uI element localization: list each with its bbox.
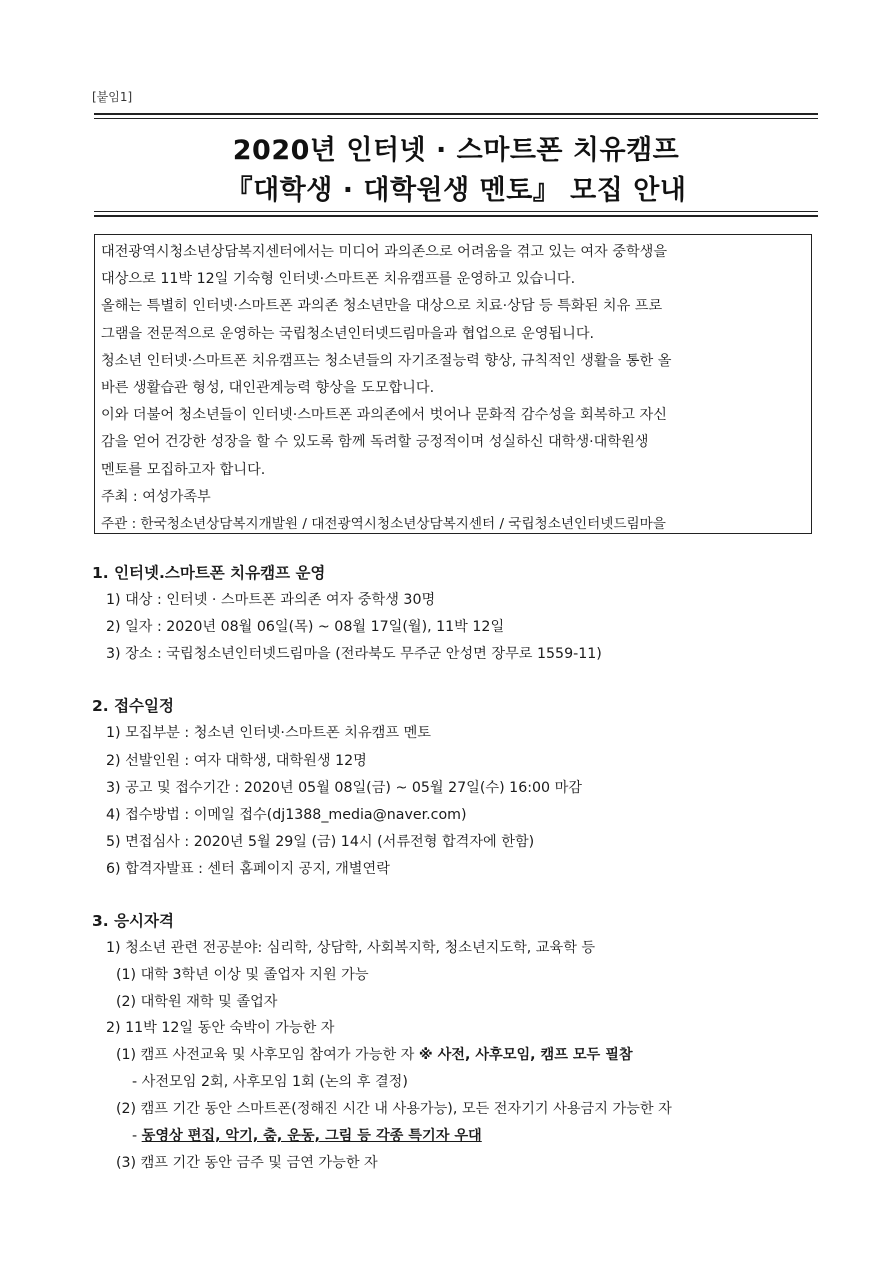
section2-item: 6) 합격자발표 : 센터 홈페이지 공지, 개별연락	[106, 861, 390, 877]
attachment-tag: [붙임1]	[92, 90, 133, 104]
section3-note: - 사전모임 2회, 사후모임 1회 (논의 후 결정)	[132, 1074, 408, 1090]
page-title-line1: 2020년 인터넷 · 스마트폰 치유캠프	[232, 135, 680, 166]
section3-heading: 3. 응시자격	[92, 912, 174, 930]
intro-line: 바른 생활습관 형성, 대인관계능력 향상을 도모합니다.	[101, 380, 435, 397]
bottom-rule-thin	[94, 211, 818, 212]
section2-item-email: 4) 접수방법 : 이메일 접수(dj1388_media@naver.com)	[106, 807, 467, 823]
intro-line: 그램을 전문적으로 운영하는 국립청소년인터넷드림마을과 협업으로 운영됩니다.	[101, 325, 595, 342]
section3-subitem: (2) 캠프 기간 동안 스마트폰(정해진 시간 내 사용가능), 모든 전자기기 사용금지 가능한 자	[116, 1101, 672, 1117]
intro-line: 대상으로 11박 12일 기숙형 인터넷·스마트폰 치유캠프를 운영하고 있습니다.	[101, 271, 576, 288]
mandatory-note: ※ 사전, 사후모임, 캠프 모두 필참	[418, 1047, 633, 1063]
section1-item: 3) 장소 : 국립청소년인터넷드림마을 (전라북도 무주군 안성면 장무로 1559-11)	[106, 646, 602, 662]
section3-item: 1) 청소년 관련 전공분야: 심리학, 상담학, 사회복지학, 청소년지도학, 교육학 등	[106, 940, 596, 956]
intro-line: 이와 더불어 청소년들이 인터넷·스마트폰 과의존에서 벗어나 문화적 감수성을 회복하고 자신	[101, 407, 667, 424]
top-rule	[94, 113, 818, 115]
page-title-line2: 『대학생 · 대학원생 멘토』 모집 안내	[225, 175, 687, 206]
section2-item: 1) 모집부분 : 청소년 인터넷·스마트폰 치유캠프 멘토	[106, 725, 432, 741]
intro-line: 감을 얻어 건강한 성장을 할 수 있도록 함께 독려할 긍정적이며 성실하신 대학생·대학원생	[101, 434, 649, 451]
section1-heading: 1. 인터넷.스마트폰 치유캠프 운영	[92, 564, 326, 582]
section3-note	[132, 1125, 482, 1145]
note-dash: -	[132, 1128, 142, 1144]
section3-subitem: (2) 대학원 재학 및 졸업자	[116, 994, 278, 1010]
intro-line: 올해는 특별히 인터넷·스마트폰 과의존 청소년만을 대상으로 치료·상담 등 특화된 치유 프로	[101, 298, 663, 315]
intro-line: 청소년 인터넷·스마트폰 치유캠프는 청소년들의 자기조절능력 향상, 규칙적인 생활을 통한 올	[101, 352, 672, 369]
intro-line: 멘토를 모집하고자 합니다.	[101, 461, 266, 478]
host-line: 주관 : 한국청소년상담복지개발원 / 대전광역시청소년상담복지센터 / 국립청소년인터넷드림마을	[101, 516, 666, 533]
section1-item: 2) 일자 : 2020년 08월 06일(목) ~ 08월 17일(월), 11박 12일	[106, 619, 505, 635]
section3-subitem	[116, 1044, 633, 1064]
intro-box	[94, 234, 812, 534]
section3-subitem: (3) 캠프 기간 동안 금주 및 금연 가능한 자	[116, 1155, 378, 1171]
intro-line: 대전광역시청소년상담복지센터에서는 미디어 과의존으로 어려움을 겪고 있는 여자 중학생을	[101, 244, 668, 260]
section2-heading: 2. 접수일정	[92, 697, 174, 715]
preferred-skills: 동영상 편집, 악기, 춤, 운동, 그림 등 각종 특기자 우대	[141, 1128, 482, 1144]
section3-subitem: (1) 대학 3학년 이상 및 졸업자 지원 가능	[116, 967, 369, 983]
section2-item: 5) 면접심사 : 2020년 5월 29일 (금) 14시 (서류전형 합격자에 한함)	[106, 834, 535, 850]
section2-item: 2) 선발인원 : 여자 대학생, 대학원생 12명	[106, 753, 367, 769]
bottom-rule	[94, 215, 818, 217]
top-rule-thin	[94, 118, 818, 119]
subitem-text: (1) 캠프 사전교육 및 사후모임 참여가 가능한 자	[116, 1047, 419, 1063]
section2-item: 3) 공고 및 접수기간 : 2020년 05월 08일(금) ~ 05월 27일(수) 16:00 마감	[106, 780, 582, 796]
section1-item: 1) 대상 : 인터넷 · 스마트폰 과의존 여자 중학생 30명	[106, 592, 436, 608]
section3-item: 2) 11박 12일 동안 숙박이 가능한 자	[106, 1020, 335, 1036]
organizer-line: 주최 : 여성가족부	[101, 488, 211, 505]
